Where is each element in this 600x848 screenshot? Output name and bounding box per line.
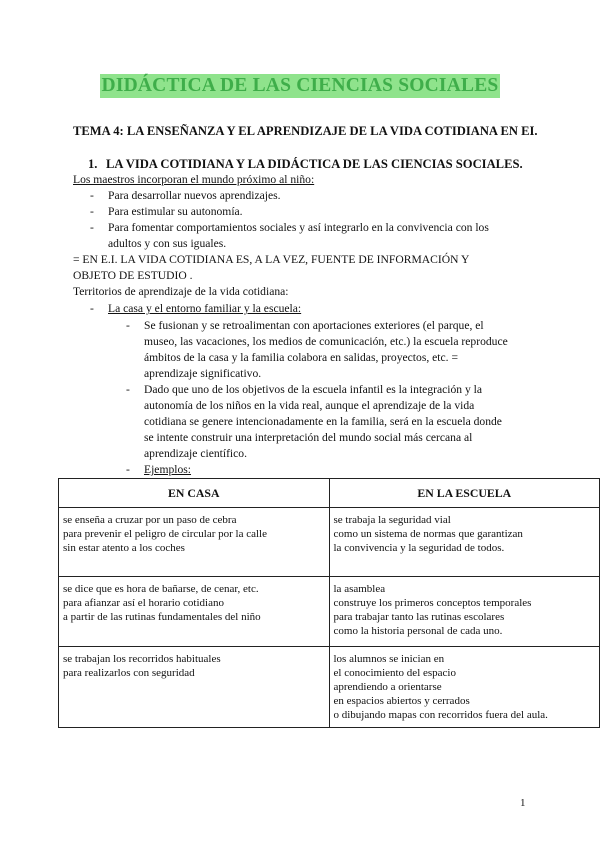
table-cell-casa: se trabajan los recorridos habituales para realizarlos con seguridad [59, 647, 330, 728]
document-title: DIDÁCTICA DE LAS CIENCIAS SOCIALES [101, 75, 499, 96]
section-number: 1. [88, 157, 98, 171]
section-title: LA VIDA COTIDIANA Y LA DIDÁCTICA DE LAS CIENCIAS SOCIALES. [106, 157, 523, 171]
table-row [59, 508, 600, 577]
section-heading [88, 157, 523, 172]
bullet-dash: - [90, 189, 94, 202]
table-row [59, 647, 600, 728]
table-cell-casa: se dice que es hora de bañarse, de cenar, etc. para afianzar así el horario cotidiano a partir de las rutinas fundamentales del niño [59, 577, 330, 647]
column-header-escuela: EN LA ESCUELA [329, 479, 600, 508]
intro-text: Los maestros incorporan el mundo próximo al niño: [73, 173, 315, 186]
bullet-item: Para desarrollar nuevos aprendizajes. [108, 189, 281, 202]
bullet-item-continuation: adultos y con sus iguales. [108, 237, 227, 250]
key-statement-line: OBJETO DE ESTUDIO . [73, 269, 193, 282]
territorios-text: Territorios de aprendizaje de la vida cotidiana: [73, 285, 289, 298]
page-number: 1 [520, 797, 526, 809]
topic-heading: TEMA 4: LA ENSEÑANZA Y EL APRENDIZAJE DE LA VIDA COTIDIANA EN EI. [73, 124, 538, 138]
paragraph-line: aprendizaje significativo. [144, 367, 262, 380]
table-cell-escuela: la asamblea construye los primeros conceptos temporales para trabajar tanto las rutinas escolares como la historia personal de cada uno. [329, 577, 600, 647]
table-cell-escuela: los alumnos se inician en el conocimiento del espacio aprendiendo a orientarse en espacios abiertos y cerrados o dibujando mapas con recorridos fuera del aula. [329, 647, 600, 728]
bullet-item: Para estimular su autonomía. [108, 205, 243, 218]
bullet-dash: - [126, 319, 130, 332]
table-cell-escuela: se trabaja la seguridad vial como un sistema de normas que garantizan la convivencia y la seguridad de todos. [329, 508, 600, 577]
table-header-row [59, 479, 600, 508]
bullet-dash: - [90, 302, 94, 315]
table-row [59, 577, 600, 647]
paragraph-line: Dado que uno de los objetivos de la escuela infantil es la integración y la [144, 383, 483, 396]
paragraph-line: aprendizaje científico. [144, 447, 247, 460]
subsection-heading: La casa y el entorno familiar y la escuela: [108, 302, 302, 315]
bullet-item: Para fomentar comportamientos sociales y así integrarlo en la convivencia con los [108, 221, 489, 234]
bullet-dash: - [90, 205, 94, 218]
paragraph-line: autonomía de los niños en la vida real, aunque el aprendizaje de la vida [144, 399, 475, 412]
paragraph-line: Se fusionan y se retroalimentan con aportaciones exteriores (el parque, el [144, 319, 484, 332]
title-container [0, 74, 600, 98]
examples-table [58, 478, 600, 728]
column-header-casa: EN CASA [59, 479, 330, 508]
paragraph-line: cotidiana se genere intencionadamente en la familia, será en la escuela donde [144, 415, 502, 428]
examples-label: Ejemplos: [144, 463, 192, 476]
paragraph-line: ámbitos de la casa y la familia colabora en salidas, proyectos, etc. = [144, 351, 458, 364]
paragraph-line: museo, las vacaciones, los medios de comunicación, etc.) la escuela reproduce [144, 335, 508, 348]
bullet-dash: - [90, 221, 94, 234]
bullet-dash: - [126, 383, 130, 396]
table-cell-casa: se enseña a cruzar por un paso de cebra para prevenir el peligro de circular por la calle sin estar atento a los coches [59, 508, 330, 577]
key-statement-line: = EN E.I. LA VIDA COTIDIANA ES, A LA VEZ, FUENTE DE INFORMACIÓN Y [73, 253, 470, 266]
paragraph-line: se intente construir una interpretación del mundo social más cercana al [144, 431, 473, 444]
bullet-dash: - [126, 463, 130, 476]
